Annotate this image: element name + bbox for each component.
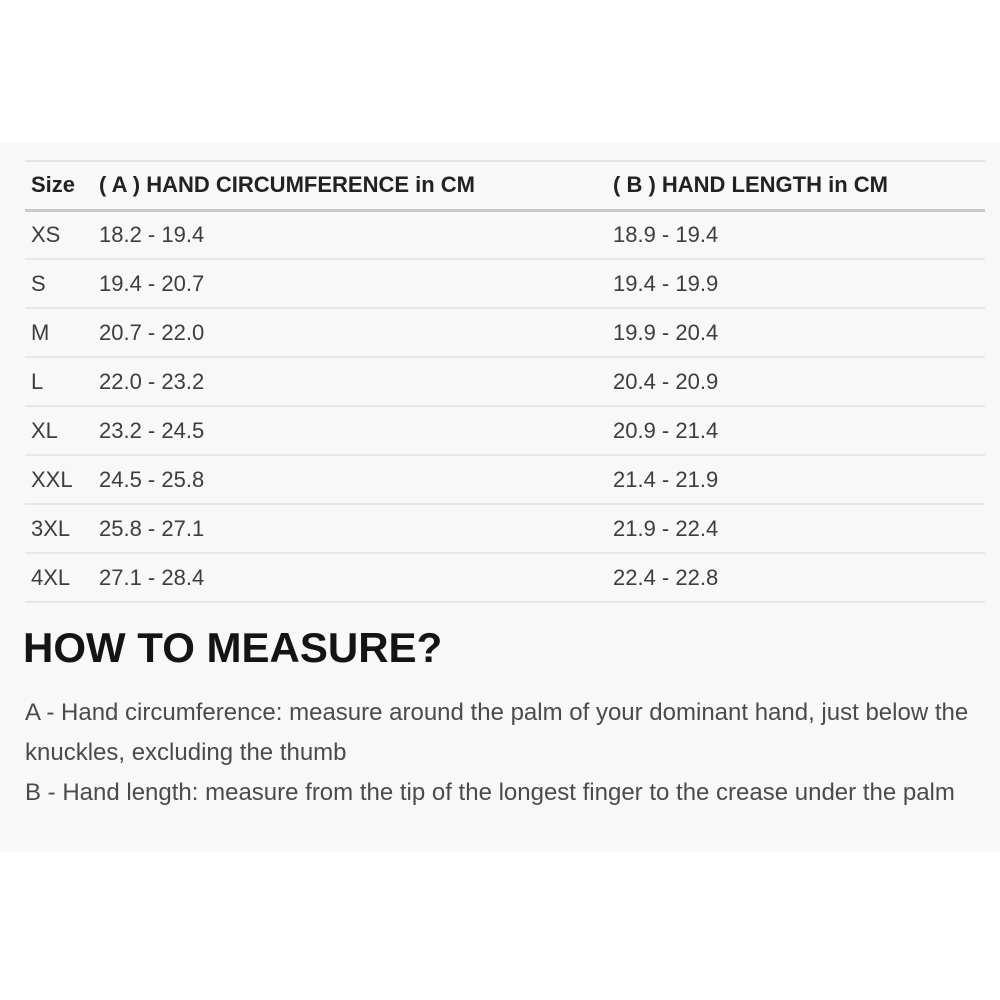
circumference-cell: 23.2 - 24.5 (99, 406, 613, 455)
table-row-l (25, 357, 985, 406)
how-to-measure-heading: HOW TO MEASURE? (23, 624, 443, 671)
table-header-row (25, 161, 985, 210)
circumference-cell: 18.2 - 19.4 (99, 210, 613, 259)
table-row-3xl (25, 504, 985, 553)
table-row-s (25, 259, 985, 308)
size-chart-table (25, 160, 985, 603)
length-cell: 20.9 - 21.4 (613, 406, 985, 455)
column-header-length: ( B ) HAND LENGTH in CM (613, 161, 985, 210)
size-cell: L (25, 357, 99, 406)
measure-instructions (25, 693, 987, 813)
table-row-xs (25, 210, 985, 259)
instruction-a-line-1: A - Hand circumference: measure around the palm of your dominant hand, just below the (25, 699, 969, 726)
circumference-cell: 27.1 - 28.4 (99, 553, 613, 602)
table-row-m (25, 308, 985, 357)
instruction-a-line-2: knuckles, excluding the thumb (25, 739, 347, 766)
size-cell: S (25, 259, 99, 308)
size-cell: M (25, 308, 99, 357)
size-guide-section (0, 143, 1000, 852)
length-cell: 19.9 - 20.4 (613, 308, 985, 357)
length-cell: 20.4 - 20.9 (613, 357, 985, 406)
length-cell: 21.9 - 22.4 (613, 504, 985, 553)
column-header-circumference: ( A ) HAND CIRCUMFERENCE in CM (99, 161, 613, 210)
size-chart-body (25, 210, 985, 602)
size-chart-header (25, 161, 985, 210)
size-cell: XS (25, 210, 99, 259)
table-row-xl (25, 406, 985, 455)
size-cell: 4XL (25, 553, 99, 602)
circumference-cell: 22.0 - 23.2 (99, 357, 613, 406)
table-row-4xl (25, 553, 985, 602)
circumference-cell: 24.5 - 25.8 (99, 455, 613, 504)
length-cell: 19.4 - 19.9 (613, 259, 985, 308)
length-cell: 21.4 - 21.9 (613, 455, 985, 504)
length-cell: 18.9 - 19.4 (613, 210, 985, 259)
circumference-cell: 25.8 - 27.1 (99, 504, 613, 553)
size-cell: XXL (25, 455, 99, 504)
instruction-b: B - Hand length: measure from the tip of the longest finger to the crease under the palm (25, 779, 955, 806)
length-cell: 22.4 - 22.8 (613, 553, 985, 602)
circumference-cell: 19.4 - 20.7 (99, 259, 613, 308)
table-row-xxl (25, 455, 985, 504)
size-cell: XL (25, 406, 99, 455)
circumference-cell: 20.7 - 22.0 (99, 308, 613, 357)
size-cell: 3XL (25, 504, 99, 553)
column-header-size: Size (25, 161, 99, 210)
size-guide-content (0, 143, 1000, 813)
